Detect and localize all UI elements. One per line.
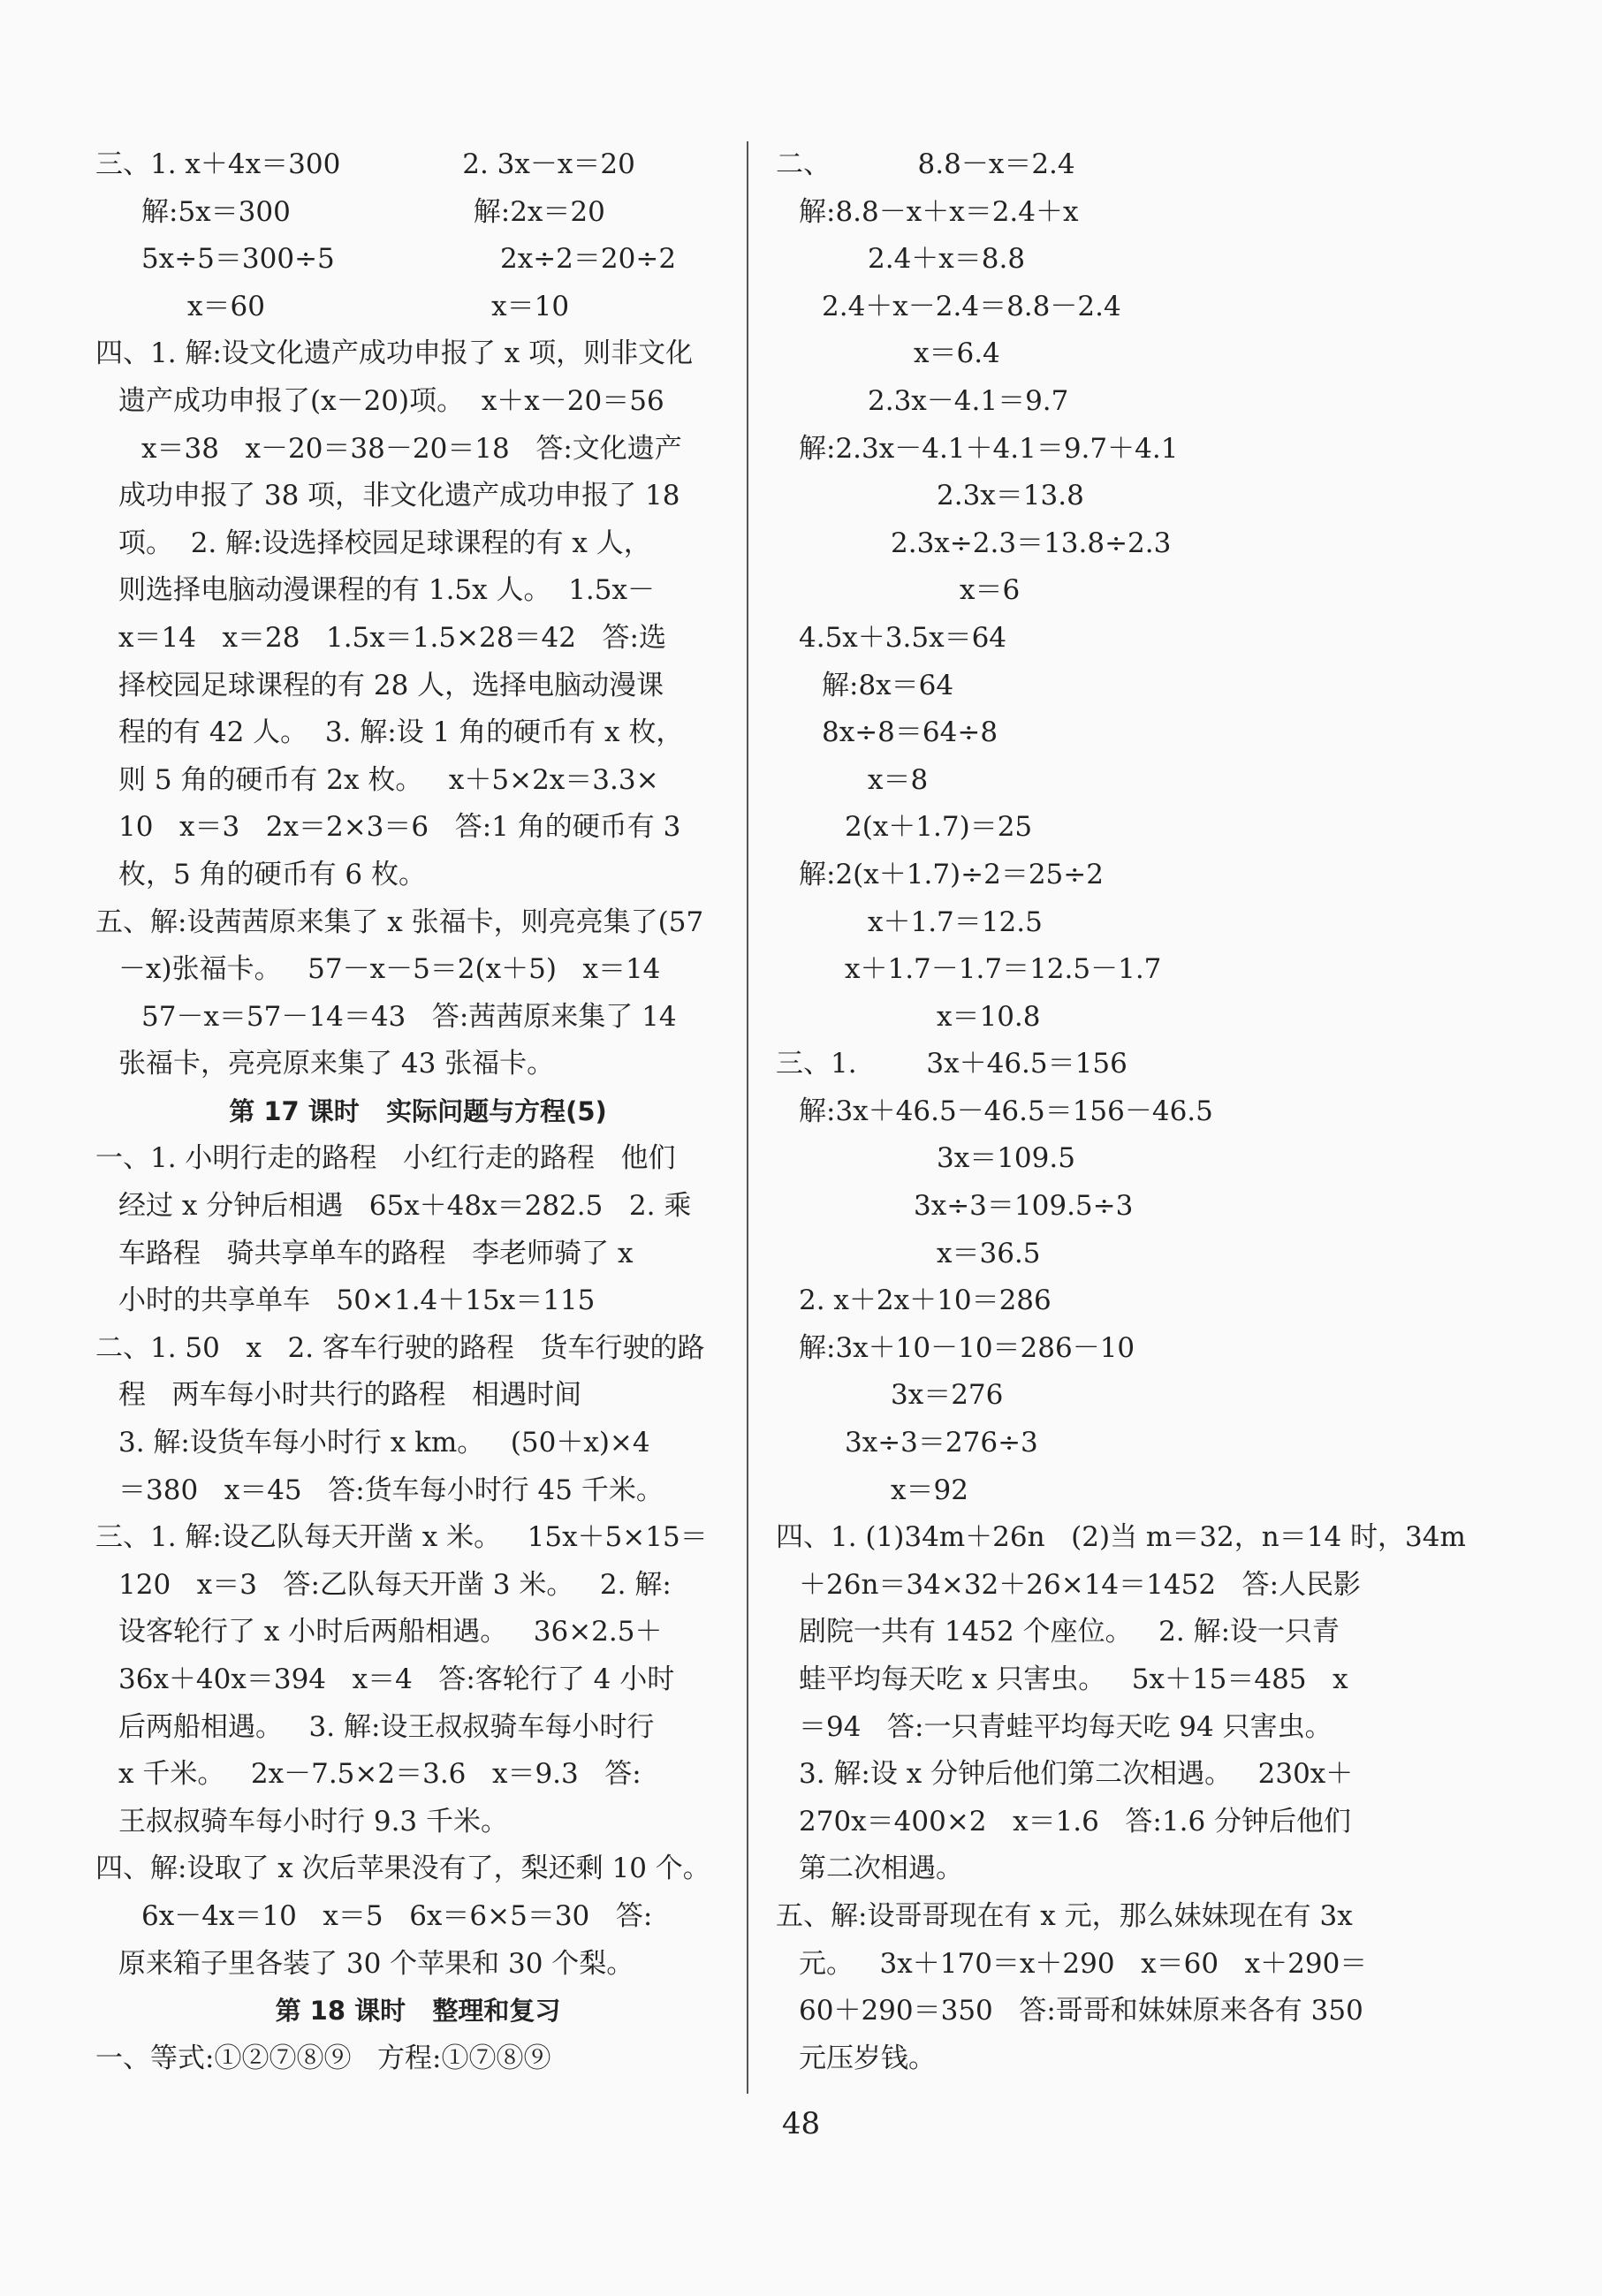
- answer-line: [95, 284, 740, 331]
- line-text: ＝380 x＝45 答:货车每小时行 45 千米。: [118, 1474, 664, 1506]
- answer-line: [776, 284, 1421, 331]
- line-text: ＝94 答:一只青蛙平均每天吃 94 只害虫。: [799, 1710, 1332, 1743]
- answer-line: [776, 1609, 1421, 1656]
- line-text: 设客轮行了 x 小时后两船相遇。 36×2.5＋: [118, 1616, 663, 1648]
- line-text: 2.4＋x－2.4＝8.8－2.4: [822, 290, 1121, 322]
- line-text: 60＋290＝350 答:哥哥和妹妹原来各有 350: [799, 1995, 1363, 2027]
- answer-line: [95, 1041, 740, 1088]
- line-text: 解:3x＋10－10＝286－10: [799, 1331, 1135, 1364]
- answer-line: [95, 946, 740, 994]
- line-text: 2. x＋2x＋10＝286: [799, 1284, 1052, 1317]
- answer-line: [776, 899, 1421, 947]
- line-text: 5x÷5＝300÷5 2x÷2＝20÷2: [141, 243, 677, 276]
- line-text: 小时的共享单车 50×1.4＋15x＝115: [118, 1284, 596, 1317]
- answer-line: [95, 615, 740, 663]
- line-text: 车路程 骑共享单车的路程 李老师骑了 x: [118, 1237, 634, 1269]
- line-text: 四、1. 解:设文化遗产成功申报了 x 项，则非文化: [95, 337, 694, 370]
- line-text: x 千米。 2x－7.5×2＝3.6 x＝9.3 答:: [118, 1758, 642, 1791]
- answer-line: [776, 567, 1421, 615]
- answer-line: [95, 663, 740, 710]
- section-heading: [95, 1988, 740, 2035]
- answer-line: [95, 1514, 740, 1562]
- answer-line: [95, 1467, 740, 1515]
- line-text: x＝14 x＝28 1.5x＝1.5×28＝42 答:选: [118, 621, 666, 654]
- answer-line: [776, 852, 1421, 899]
- answer-line: [776, 2035, 1421, 2083]
- line-text: ＋26n＝34×32＋26×14＝1452 答:人民影: [799, 1568, 1362, 1601]
- answer-line: [95, 1325, 740, 1373]
- answer-line: [776, 1799, 1421, 1846]
- page-number: 48: [781, 2106, 821, 2141]
- line-text: 遗产成功申报了(x－20)项。 x＋x－20＝56: [118, 384, 664, 417]
- line-text: 3x＝276: [891, 1379, 1004, 1412]
- line-text: 3. 解:设货车每小时行 x km。 (50＋x)×4: [118, 1427, 650, 1459]
- answer-line: [776, 1893, 1421, 1941]
- answer-line: [776, 1562, 1421, 1610]
- answer-line: [776, 1845, 1421, 1893]
- answer-line: [95, 1656, 740, 1704]
- line-text: 270x＝400×2 x＝1.6 答:1.6 分钟后他们: [799, 1805, 1352, 1838]
- answer-line: [95, 1231, 740, 1278]
- right-column: [776, 141, 1466, 2082]
- answer-line: [95, 1135, 740, 1183]
- line-text: 57－x＝57－14＝43 答:茜茜原来集了 14: [141, 1000, 677, 1033]
- line-text: 2.4＋x＝8.8: [868, 243, 1026, 276]
- answer-line: [776, 757, 1421, 805]
- answer-line: [95, 804, 740, 852]
- answer-line: [776, 663, 1421, 710]
- answer-line: [776, 1514, 1466, 1562]
- line-text: 解:8.8－x＋x＝2.4＋x: [799, 195, 1079, 228]
- answer-line: [776, 615, 1421, 663]
- line-text: 2(x＋1.7)＝25: [845, 811, 1033, 844]
- line-text: x＋1.7＝12.5: [868, 906, 1043, 938]
- answer-line: [95, 1562, 740, 1610]
- line-text: 五、解:设哥哥现在有 x 元，那么妹妹现在有 3x: [776, 1899, 1353, 1932]
- line-text: x＝6.4: [914, 337, 1000, 370]
- line-text: 解:8x＝64: [822, 669, 954, 701]
- answer-line: [776, 1183, 1421, 1231]
- line-text: 项。 2. 解:设选择校园足球课程的有 x 人，: [118, 527, 651, 559]
- line-text: 8x÷8＝64÷8: [822, 716, 998, 749]
- line-text: 张福卡，亮亮原来集了 43 张福卡。: [118, 1048, 555, 1080]
- answer-line: [95, 1704, 740, 1752]
- line-text: x＝38 x－20＝38－20＝18 答:文化遗产: [141, 432, 682, 465]
- left-column: [95, 141, 740, 2082]
- answer-line: [776, 1372, 1421, 1420]
- answer-line: [95, 426, 740, 474]
- line-text: 四、解:设取了 x 次后苹果没有了，梨还剩 10 个。: [95, 1853, 710, 1885]
- line-text: x＝36.5: [937, 1237, 1041, 1269]
- answer-line: [776, 1941, 1421, 1989]
- line-text: 第 17 课时 实际问题与方程(5): [229, 1095, 607, 1126]
- line-text: 枚，5 角的硬币有 6 枚。: [118, 858, 427, 890]
- answer-line: [776, 1325, 1421, 1373]
- answer-line: [95, 994, 740, 1042]
- answer-line: [95, 236, 740, 284]
- answer-line: [776, 141, 1421, 189]
- line-text: 原来箱子里各装了 30 个苹果和 30 个梨。: [118, 1947, 634, 1980]
- line-text: 2.3x－4.1＝9.7: [868, 384, 1069, 417]
- line-text: 择校园足球课程的有 28 人，选择电脑动漫课: [118, 669, 664, 701]
- section-heading: [95, 1088, 740, 1136]
- line-text: 2.3x÷2.3＝13.8÷2.3: [891, 527, 1172, 559]
- line-text: 三、1. 3x＋46.5＝156: [776, 1048, 1127, 1080]
- answer-line: [776, 1277, 1421, 1325]
- line-text: －x)张福卡。 57－x－5＝2(x＋5) x＝14: [118, 953, 661, 986]
- answer-line: [776, 804, 1421, 852]
- answer-line: [776, 1656, 1421, 1704]
- line-text: x＝6: [960, 574, 1021, 607]
- answer-line: [776, 520, 1421, 568]
- answer-line: [95, 378, 740, 426]
- line-text: 成功申报了 38 项，非文化遗产成功申报了 18: [118, 480, 680, 512]
- answer-line: [776, 1088, 1421, 1136]
- line-text: 后两船相遇。 3. 解:设王叔叔骑车每小时行: [118, 1710, 655, 1743]
- answer-line: [95, 2035, 740, 2083]
- answer-line: [95, 1420, 740, 1467]
- line-text: 蛙平均每天吃 x 只害虫。 5x＋15＝485 x: [799, 1663, 1348, 1695]
- line-text: 则选择电脑动漫课程的有 1.5x 人。 1.5x－: [118, 574, 655, 607]
- answer-line: [776, 1135, 1421, 1183]
- line-text: 元压岁钱。: [799, 2042, 936, 2074]
- answer-line: [776, 946, 1421, 994]
- line-text: 王叔叔骑车每小时行 9.3 千米。: [118, 1805, 509, 1838]
- line-text: 10 x＝3 2x＝2×3＝6 答:1 角的硬币有 3: [118, 811, 681, 844]
- answer-line: [95, 473, 740, 520]
- line-text: x＝60 x＝10: [187, 290, 570, 322]
- line-text: 4.5x＋3.5x＝64: [799, 621, 1007, 654]
- answer-line: [95, 1893, 740, 1941]
- answer-line: [95, 1845, 740, 1893]
- line-text: x＝92: [891, 1474, 968, 1506]
- line-text: 二、 8.8－x＝2.4: [776, 148, 1075, 180]
- answer-line: [776, 1751, 1421, 1799]
- line-text: x＋1.7－1.7＝12.5－1.7: [845, 953, 1162, 986]
- answer-line: [95, 852, 740, 899]
- answer-line: [776, 426, 1421, 474]
- line-text: 解:2(x＋1.7)÷2＝25÷2: [799, 858, 1104, 890]
- answer-line: [95, 1277, 740, 1325]
- answer-line: [95, 141, 740, 189]
- line-text: 解:3x＋46.5－46.5＝156－46.5: [799, 1095, 1213, 1127]
- answer-line: [776, 236, 1421, 284]
- line-text: 元。 3x＋170＝x＋290 x＝60 x＋290＝: [799, 1947, 1368, 1980]
- line-text: 程的有 42 人。 3. 解:设 1 角的硬币有 x 枚，: [118, 716, 684, 749]
- answer-line: [95, 1751, 740, 1799]
- line-text: 3x÷3＝109.5÷3: [914, 1190, 1134, 1223]
- line-text: 120 x＝3 答:乙队每天开凿 3 米。 2. 解:: [118, 1568, 672, 1601]
- answer-line: [95, 1183, 740, 1231]
- answer-line: [95, 567, 740, 615]
- answer-line: [95, 1609, 740, 1656]
- answer-line: [95, 1372, 740, 1420]
- line-text: 第二次相遇。: [799, 1853, 963, 1885]
- line-text: 解:2.3x－4.1＋4.1＝9.7＋4.1: [799, 432, 1179, 465]
- answer-line: [776, 994, 1421, 1042]
- line-text: 三、1. 解:设乙队每天开凿 x 米。 15x＋5×15＝: [95, 1521, 708, 1554]
- answer-line: [95, 1799, 740, 1846]
- line-text: 3. 解:设 x 分钟后他们第二次相遇。 230x＋: [799, 1758, 1354, 1791]
- answer-line: [95, 899, 740, 947]
- answer-line: [776, 1041, 1421, 1088]
- line-text: 则 5 角的硬币有 2x 枚。 x＋5×2x＝3.3×: [118, 763, 659, 796]
- answer-line: [776, 378, 1421, 426]
- line-text: 五、解:设茜茜原来集了 x 张福卡，则亮亮集了(57: [95, 906, 704, 938]
- answer-line: [776, 1467, 1421, 1515]
- answer-line: [776, 189, 1421, 237]
- line-text: 一、1. 小明行走的路程 小红行走的路程 他们: [95, 1142, 676, 1175]
- answer-line: [95, 520, 740, 568]
- answer-line: [776, 473, 1421, 520]
- line-text: 解:5x＝300 解:2x＝20: [141, 195, 605, 228]
- answer-line: [95, 757, 740, 805]
- line-text: x＝8: [868, 763, 929, 796]
- line-text: 四、1. (1)34m＋26n (2)当 m＝32，n＝14 时，34m: [776, 1521, 1466, 1554]
- line-text: 剧院一共有 1452 个座位。 2. 解:设一只青: [799, 1616, 1340, 1648]
- line-text: 6x－4x＝10 x＝5 6x＝6×5＝30 答:: [141, 1899, 653, 1932]
- line-text: x＝10.8: [937, 1000, 1041, 1033]
- line-text: 一、等式:①②⑦⑧⑨ 方程:①⑦⑧⑨: [95, 2042, 551, 2074]
- line-text: 36x＋40x＝394 x＝4 答:客轮行了 4 小时: [118, 1663, 675, 1695]
- line-text: 经过 x 分钟后相遇 65x＋48x＝282.5 2. 乘: [118, 1190, 692, 1223]
- line-text: 程 两车每小时共行的路程 相遇时间: [118, 1379, 582, 1412]
- line-text: 3x＝109.5: [937, 1142, 1075, 1175]
- answer-line: [776, 1988, 1421, 2035]
- answer-line: [776, 330, 1421, 378]
- answer-line: [776, 1231, 1421, 1278]
- answer-line: [776, 1420, 1421, 1467]
- answer-line: [95, 189, 740, 237]
- column-divider: [747, 141, 748, 2094]
- answer-line: [776, 709, 1421, 757]
- line-text: 3x÷3＝276÷3: [845, 1427, 1038, 1459]
- answer-line: [776, 1704, 1421, 1752]
- line-text: 三、1. x＋4x＝300 2. 3x－x＝20: [95, 148, 635, 180]
- line-text: 二、1. 50 x 2. 客车行驶的路程 货车行驶的路: [95, 1331, 705, 1364]
- line-text: 第 18 课时 整理和复习: [275, 1996, 561, 2027]
- answer-line: [95, 330, 740, 378]
- line-text: 2.3x＝13.8: [937, 480, 1084, 512]
- answer-line: [95, 709, 740, 757]
- answer-line: [95, 1941, 740, 1989]
